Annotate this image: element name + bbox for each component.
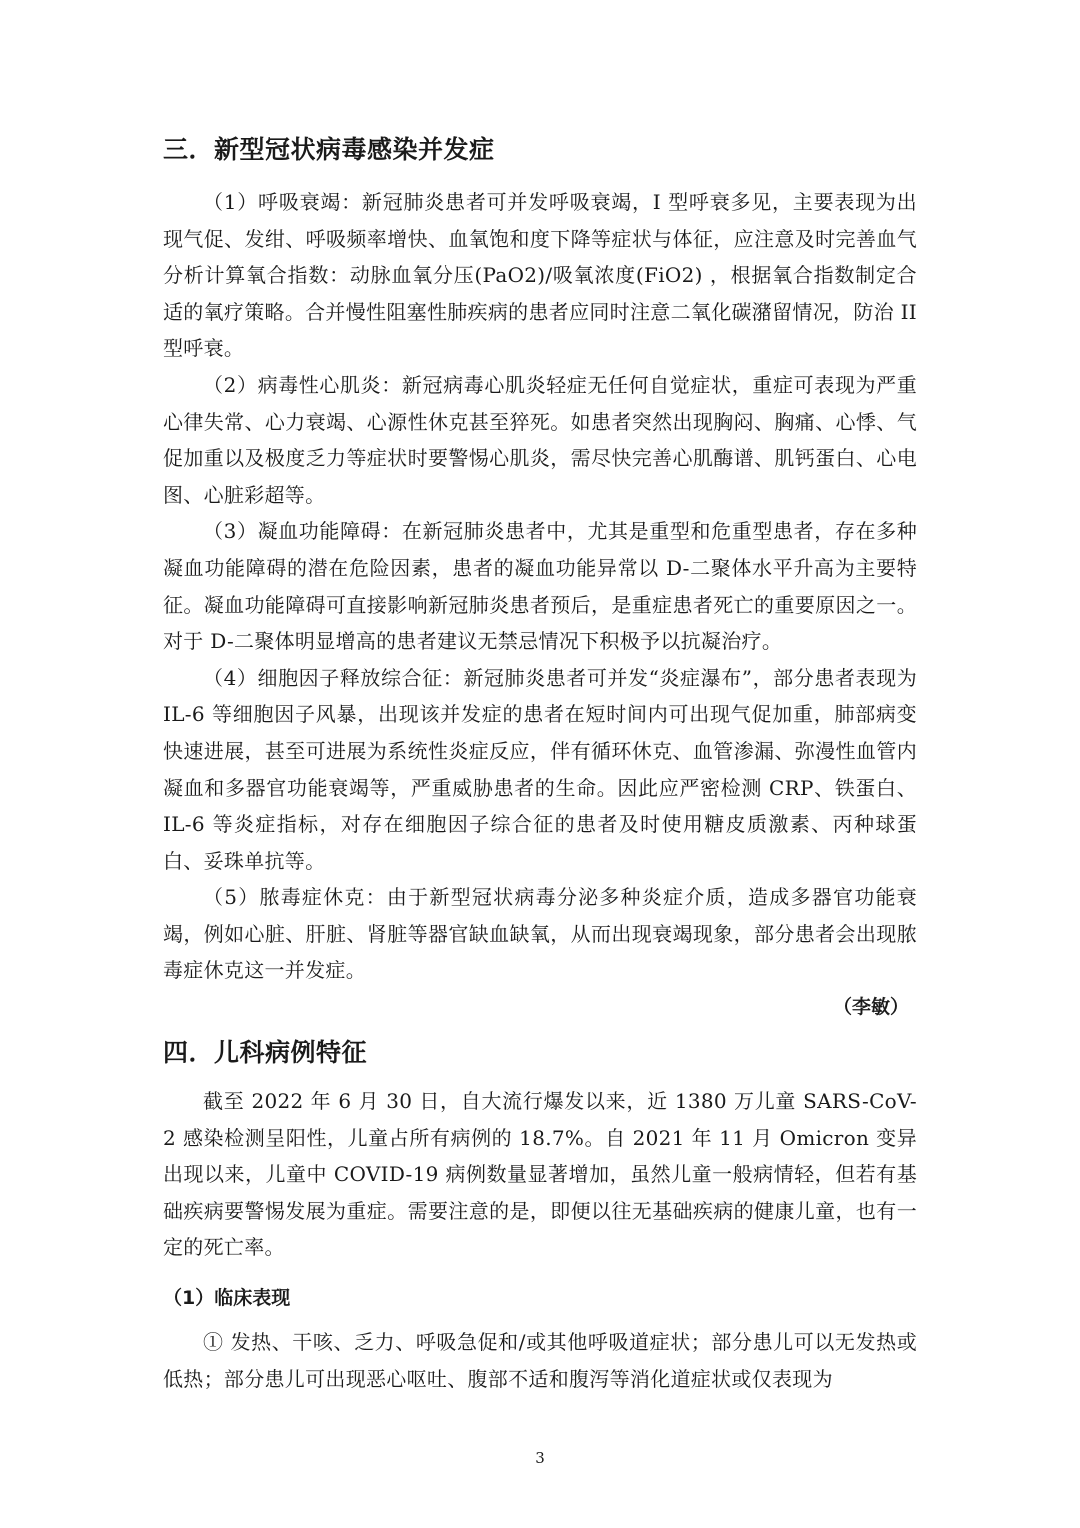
- paragraph-cytokine-release: （4）细胞因子释放综合征：新冠肺炎患者可并发“炎症瀑布”，部分患者表现为 IL-6 等细胞因子风暴，出现该并发症的患者在短时间内可出现气促加重，肺部病变快速进展，甚至可进展为系统性炎症反应，伴有循环休克、血管渗漏、弥漫性血管内凝血和多器官功能衰竭等，严重威胁患者的生命。因此应严密检测 CRP、铁蛋白、IL-6 等炎症指标，对存在细胞因子综合征的患者及时使用糖皮质激素、丙种球蛋白、妥珠单抗等。: [163, 665, 917, 873]
- paragraph-clinical-symptoms: ① 发热、干咳、乏力、呼吸急促和/或其他呼吸道症状；部分患儿可以无发热或低热；部分患儿可出现恶心呕吐、腹部不适和腹泻等消化道症状或仅表现为: [163, 1330, 917, 1391]
- section-4-title: 四．儿科病例特征: [163, 1038, 368, 1068]
- paragraph-viral-myocarditis: （2）病毒性心肌炎：新冠病毒心肌炎轻症无任何自觉症状，重症可表现为严重心律失常、心力衰竭、心源性休克甚至猝死。如患者突然出现胸闷、胸痛、心悸、气促加重以及极度乏力等症状时要警惕心肌炎，需尽快完善心肌酶谱、肌钙蛋白、心电图、心脏彩超等。: [163, 372, 917, 507]
- subheading-clinical-manifestations: （1）临床表现: [163, 1287, 291, 1310]
- paragraph-pediatric-intro: 截至 2022 年 6 月 30 日，自大流行爆发以来，近 1380 万儿童 SARS-CoV-2 感染检测呈阳性，儿童占所有病例的 18.7%。自 2021 年 11 月 Omicron 变异出现以来，儿童中 COVID-19 病例数量显著增加，虽然儿童一般病情轻，但若有基础疾病要警惕发展为重症。需要注意的是，即便以往无基础疾病的健康儿童，也有一定的死亡率。: [163, 1089, 917, 1260]
- paragraph-septic-shock: （5）脓毒症休克：由于新型冠状病毒分泌多种炎症介质，造成多器官功能衰竭，例如心脏、肝脏、肾脏等器官缺血缺氧，从而出现衰竭现象，部分患者会出现脓毒症休克这一并发症。: [163, 885, 917, 983]
- author-signature: （李敏）: [832, 996, 909, 1019]
- paragraph-coagulation-disorder: （3）凝血功能障碍：在新冠肺炎患者中，尤其是重型和危重型患者，存在多种凝血功能障碍的潜在危险因素，患者的凝血功能异常以 D-二聚体水平升高为主要特征。凝血功能障碍可直接影响新冠肺炎患者预后，是重症患者死亡的重要原因之一。对于 D-二聚体明显增高的患者建议无禁忌情况下积极予以抗凝治疗。: [163, 519, 917, 654]
- section-3-title: 三．新型冠状病毒感染并发症: [163, 135, 495, 164]
- document-page: [163, 128, 917, 1397]
- page-number: 3: [535, 1449, 545, 1467]
- paragraph-respiratory-failure: （1）呼吸衰竭：新冠肺炎患者可并发呼吸衰竭，I 型呼衰多见，主要表现为出现气促、发绀、呼吸频率增快、血氧饱和度下降等症状与体征，应注意及时完善血气分析计算氧合指数：动脉血氧分压(PaO2)/吸氧浓度(FiO2) ，根据氧合指数制定合适的氧疗策略。合并慢性阻塞性肺疾病的患者应同时注意二氧化碳潴留情况，防治 II 型呼衰。: [163, 190, 917, 361]
